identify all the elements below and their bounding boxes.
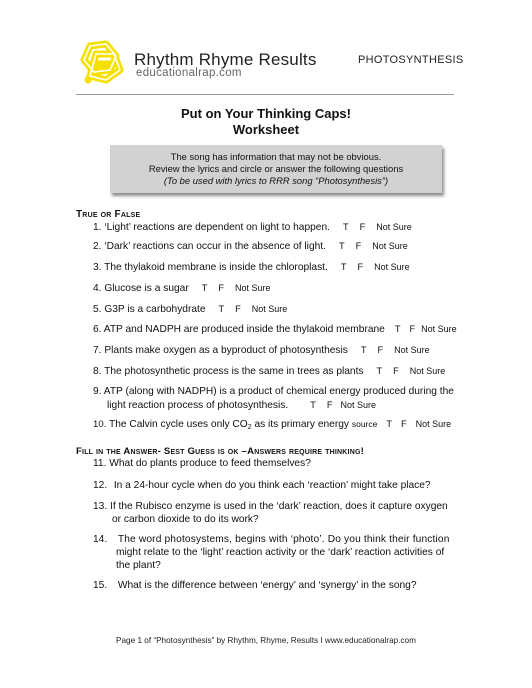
false-option[interactable]: F	[218, 283, 224, 293]
fill-question-14-cont-1: might relate to the ‘light’ reaction activity or the ‘dark’ reaction activities of	[116, 547, 445, 558]
false-option[interactable]: F	[235, 304, 241, 314]
true-option[interactable]: T	[360, 345, 367, 355]
true-option[interactable]: T	[201, 283, 208, 293]
not-sure-option[interactable]: Not Sure	[394, 345, 430, 355]
fill-question-15: 15. What is the difference between ‘energy’ and ‘synergy’ in the song?	[93, 580, 417, 591]
fill-question-13: 13. If the Rubisco enzyme is used in the ‘dark’ reaction, does it capture oxygen	[93, 501, 448, 512]
true-option[interactable]: T	[340, 262, 347, 272]
tf-question-8: 8. The photosynthetic process is the same in trees as plants T F Not Sure	[93, 366, 446, 377]
false-option[interactable]: F	[393, 366, 399, 376]
false-option[interactable]: F	[355, 241, 362, 251]
fill-question-14: 14. The word photosystems, begins with ‘photo’. Do you think their function	[93, 534, 450, 545]
section-title: Fill in the Answer- Sest Guess is ok –Answers require thinking!	[76, 446, 364, 457]
topic-label: PHOTOSYNTHESIS	[358, 54, 464, 66]
header-divider	[76, 94, 454, 95]
page-subtitle: Worksheet	[232, 122, 300, 137]
rrr-logo-icon	[76, 40, 126, 86]
not-sure-option[interactable]: Not Sure	[376, 222, 412, 232]
tf-question-9: 9. ATP (along with NADPH) is a product of chemical energy produced during the	[93, 386, 454, 397]
fill-question-13-cont: or carbon dioxide to do its work?	[112, 514, 259, 525]
false-option[interactable]: F	[377, 345, 384, 355]
false-option[interactable]: F	[359, 222, 366, 232]
not-sure-option[interactable]: Not Sure	[415, 419, 452, 429]
page-footer: Page 1 of “Photosynthesis” by Rhythm, Rhyme, Results I www.educationalrap.com	[116, 636, 416, 645]
tf-question-1: 1. ‘Light’ reactions are dependent on light to happen. T F Not Sure	[93, 222, 412, 233]
tf-question-10: 10. The Calvin cycle uses only $CO_2$ as its primary energy source T F Not Sure	[93, 419, 452, 431]
false-option[interactable]: F	[357, 262, 364, 272]
true-option[interactable]: T	[394, 324, 401, 334]
tf-question-3: 3. The thylakoid membrane is inside the chloroplast. T F Not Sure	[93, 262, 410, 273]
page-title: Put on Your Thinking Caps!	[181, 106, 351, 121]
tf-question-2: 2. ‘Dark’ reactions can occur in the absence of light. T F Not Sure	[93, 241, 408, 252]
tf-question-7: 7. Plants make oxygen as a byproduct of photosynthesis T F Not Sure	[93, 345, 430, 356]
false-option[interactable]: F	[409, 324, 416, 334]
fill-question-11: 11. What do plants produce to feed themselves?	[93, 458, 311, 469]
not-sure-option[interactable]: Not Sure	[374, 262, 410, 272]
tf-question-6: 6. ATP and NADPH are produced inside the thylakoid membrane T F Not Sure	[93, 324, 457, 335]
tf-question-5: 5. G3P is a carbohydrate T F Not Sure	[93, 304, 288, 315]
not-sure-option[interactable]: Not Sure	[372, 241, 408, 251]
fill-question-12: 12. In a 24-hour cycle when do you think each ‘reaction’ might take place?	[93, 480, 431, 491]
fill-question-14-cont-2: the plant?	[116, 560, 161, 571]
section-title: True or False	[76, 209, 141, 220]
false-option[interactable]: F	[400, 419, 407, 429]
tf-question-9-cont: light reaction process of photosynthesis. T F Not Sure	[107, 400, 376, 411]
brand-name: Rhythm Rhyme Results	[134, 50, 317, 69]
instructions-line-3: (To be used with lyrics to RRR song “Photosynthesis”)	[163, 175, 389, 186]
not-sure-option[interactable]: Not Sure	[340, 400, 376, 410]
true-option[interactable]: T	[376, 366, 383, 376]
false-option[interactable]: F	[326, 400, 333, 410]
fill-in-heading	[76, 446, 364, 457]
not-sure-option[interactable]: Not Sure	[409, 366, 446, 376]
true-option[interactable]: T	[338, 241, 345, 251]
instructions-line-2: Review the lyrics and circle or answer the following questions	[148, 163, 404, 174]
true-option[interactable]: T	[386, 419, 392, 429]
true-option[interactable]: T	[342, 222, 349, 232]
not-sure-option[interactable]: Not Sure	[251, 304, 288, 314]
tf-question-4: 4. Glucose is a sugar T F Not Sure	[93, 283, 271, 294]
brand-url: educationalrap.com	[136, 67, 242, 79]
true-false-heading	[76, 209, 140, 220]
true-option[interactable]: T	[218, 304, 225, 314]
instructions-line-1: The song has information that may not be obvious.	[170, 151, 382, 162]
not-sure-option[interactable]: Not Sure	[234, 283, 271, 293]
true-option[interactable]: T	[310, 400, 316, 410]
not-sure-option[interactable]: Not Sure	[421, 324, 457, 334]
